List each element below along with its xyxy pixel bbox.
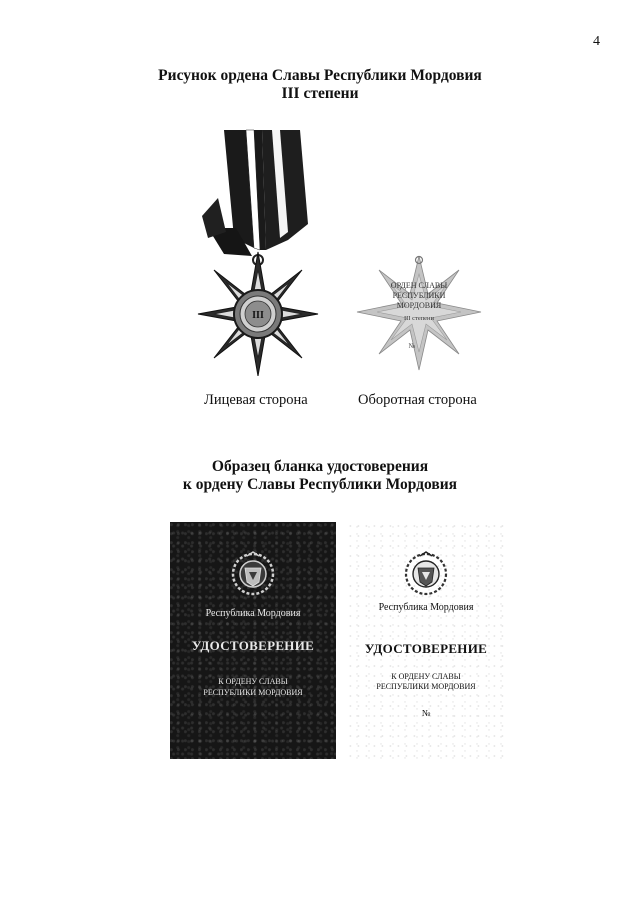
- certificate-title-line2: к ордену Славы Республики Мордовия: [182, 476, 458, 493]
- back-inscription-line2: РЕСПУБЛИКИ: [392, 291, 446, 300]
- cover-subtitle-line1: К ОРДЕНУ СЛАВЫ: [218, 677, 288, 686]
- back-inscription-line3: МОРДОВИЯ: [396, 301, 442, 310]
- cover-republic-name: Республика Мордовия: [205, 608, 301, 619]
- order-title-line1: Рисунок ордена Славы Республики Мордовия: [158, 67, 482, 84]
- page-number: 4: [593, 34, 600, 49]
- cover-certificate-heading: УДОСТОВЕРЕНИЕ: [191, 638, 315, 653]
- front-side-caption: Лицевая сторона: [204, 392, 308, 408]
- front-medallion-numeral: III: [252, 310, 264, 321]
- inner-republic-name: Республика Мордовия: [378, 602, 474, 613]
- inner-subtitle-line1: К ОРДЕНУ СЛАВЫ: [391, 672, 461, 681]
- coat-of-arms-emblem: [230, 550, 276, 600]
- certificate-inner-page: [348, 522, 504, 759]
- back-inscription-line1: ОРДЕН СЛАВЫ: [390, 281, 448, 290]
- certificate-title-line1: Образец бланка удостоверения: [211, 458, 429, 475]
- order-back-image: [352, 250, 486, 378]
- coat-of-arms-emblem: [403, 550, 449, 600]
- cover-subtitle-line2: РЕСПУБЛИКИ МОРДОВИЯ: [203, 688, 303, 697]
- back-inscription-line4: III степени: [403, 315, 435, 322]
- back-side-caption: Оборотная сторона: [358, 392, 477, 408]
- inner-number-sign: №: [421, 708, 431, 718]
- inner-certificate-heading: УДОСТОВЕРЕНИЕ: [364, 641, 488, 656]
- order-front-image: [196, 128, 326, 376]
- inner-subtitle-line2: РЕСПУБЛИКИ МОРДОВИЯ: [376, 682, 476, 691]
- certificate-cover: [170, 522, 336, 759]
- back-inscription-number: №: [408, 342, 416, 350]
- order-title-line2: III степени: [281, 85, 359, 102]
